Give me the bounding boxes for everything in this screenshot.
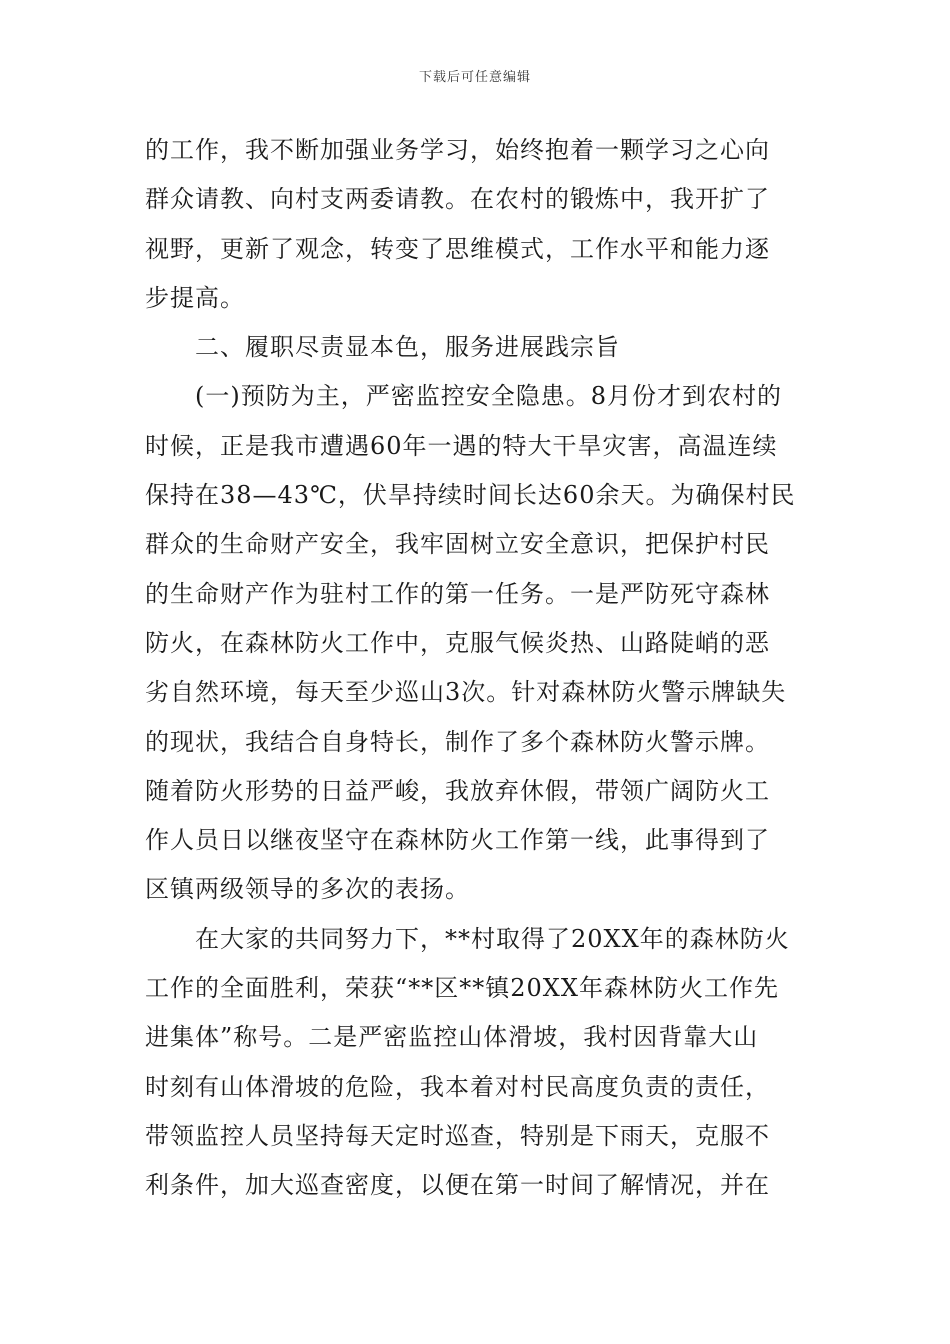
text-line: 时刻有山体滑坡的危险，我本着对村民高度负责的责任， xyxy=(145,1072,770,1101)
text-line: 时候，正是我市遭遇60年一遇的特大干旱灾害，高温连续 xyxy=(145,431,778,460)
section-heading: 二、履职尽责显本色，服务进展践宗旨 xyxy=(195,333,620,362)
text-line: 群众请教、向村支两委请教。在农村的锻炼中，我开扩了 xyxy=(145,185,770,214)
text-line: 工作的全面胜利，荣获“**区**镇20XX年森林防火工作先 xyxy=(145,974,779,1003)
document-body xyxy=(145,128,809,1213)
text-line: 的工作，我不断加强业务学习，始终抱着一颗学习之心向 xyxy=(145,136,770,164)
text-line: 作人员日以继夜坚守在森林防火工作第一线，此事得到了 xyxy=(145,826,770,855)
text-line: 劣自然环境，每天至少巡山3次。针对森林防火警示牌缺失 xyxy=(145,678,787,707)
text-line: 步提高。 xyxy=(145,283,245,312)
text-line: 的生命财产作为驻村工作的第一任务。一是严防死守森林 xyxy=(145,579,770,608)
text-line: 群众的生命财产安全，我牢固树立安全意识，把保护村民 xyxy=(145,530,770,559)
text-line: 进集体”称号。二是严密监控山体滑坡，我村因背靠大山 xyxy=(145,1023,759,1052)
text-line: 利条件，加大巡查密度，以便在第一时间了解情况，并在 xyxy=(145,1171,770,1200)
text-line: 防火，在森林防火工作中，克服气候炎热、山路陡峭的恶 xyxy=(145,628,770,657)
text-line: 带领监控人员坚持每天定时巡查，特别是下雨天，克服不 xyxy=(145,1121,770,1150)
paragraph-first-line: 在大家的共同努力下，**村取得了20XX年的森林防火 xyxy=(195,924,790,953)
text-line: 保持在38—43℃，伏旱持续时间长达60余天。为确保村民 xyxy=(145,481,796,510)
text-line: 随着防火形势的日益严峻，我放弃休假，带领广阔防火工 xyxy=(145,776,770,805)
text-line: 区镇两级领导的多次的表扬。 xyxy=(145,875,470,904)
subsection-heading-line: (一)预防为主，严密监控安全隐患。8月份才到农村的 xyxy=(195,382,782,411)
text-line: 视野，更新了观念，转变了思维模式，工作水平和能力逐 xyxy=(145,234,770,263)
text-line: 的现状，我结合自身特长，制作了多个森林防火警示牌。 xyxy=(145,727,770,756)
page-header: 下载后可任意编辑 xyxy=(418,70,531,85)
